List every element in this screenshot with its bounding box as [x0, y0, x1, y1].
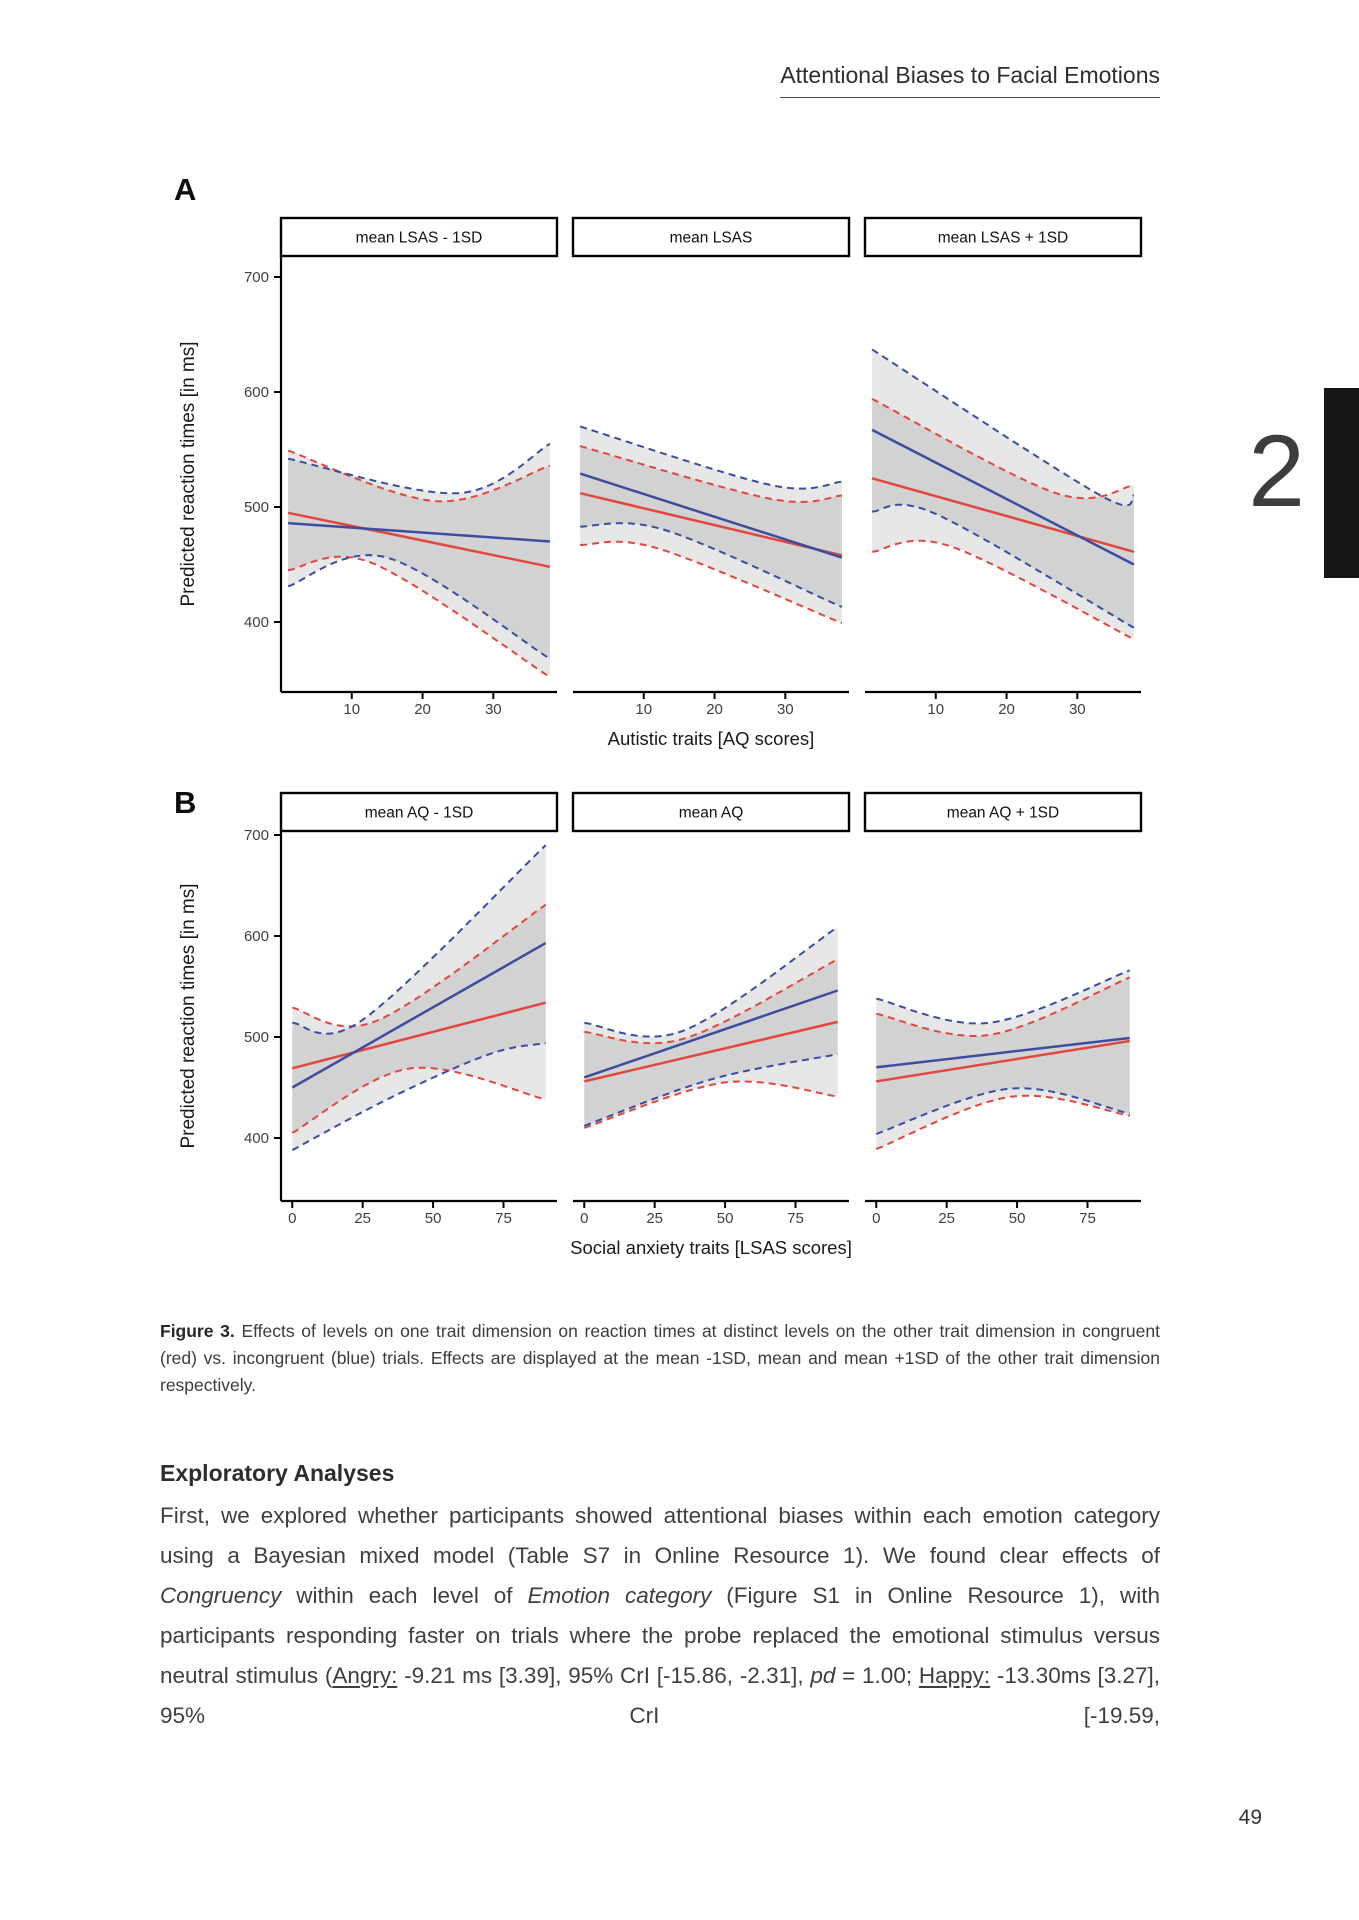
x-tick-label: 50	[1008, 1210, 1026, 1227]
y-tick-label: 600	[243, 928, 269, 945]
chapter-number: 2	[1248, 414, 1305, 528]
facet-strip-label: mean AQ	[678, 804, 744, 822]
text-segment: pd	[810, 1663, 836, 1688]
x-axis-title: Social anxiety traits [LSAS scores]	[570, 1237, 852, 1258]
x-tick-label: 25	[646, 1210, 664, 1227]
running-head-title: Attentional Biases to Facial Emotions	[780, 62, 1160, 98]
panel-letter-b: B	[174, 785, 197, 820]
x-axis-title: Autistic traits [AQ scores]	[607, 728, 815, 749]
facet-strip-label: mean LSAS + 1SD	[937, 229, 1069, 247]
x-tick-label: 30	[776, 701, 794, 718]
x-tick-label: 10	[635, 701, 653, 718]
text-segment: (Figure S1 in Online Resource 1), with participants responding faster on trials where the probe replaced the emotional stimulus versus neutral stimulus (	[160, 1583, 1160, 1688]
x-tick-label: 0	[580, 1210, 589, 1227]
y-tick-label: 500	[243, 1029, 269, 1046]
panel-letter-a: A	[174, 172, 197, 207]
ci-ribbon-incongruent	[288, 444, 550, 659]
y-tick-label: 500	[243, 499, 269, 516]
y-tick-label: 700	[243, 827, 269, 844]
text-segment: Emotion category	[527, 1583, 712, 1608]
panel-b-chart	[160, 745, 1160, 1285]
facet-strip-label: mean AQ - 1SD	[364, 804, 474, 822]
x-tick-label: 20	[414, 701, 431, 718]
x-tick-label: 10	[927, 701, 945, 718]
x-tick-label: 0	[288, 1210, 297, 1227]
page-number: 49	[1238, 1806, 1262, 1829]
x-tick-label: 30	[484, 701, 502, 718]
y-tick-label: 600	[243, 384, 269, 401]
section-heading: Exploratory Analyses	[160, 1460, 395, 1486]
x-tick-label: 10	[343, 701, 361, 718]
running-head	[780, 62, 1160, 98]
figure-panel-b	[160, 745, 1160, 1305]
text-segment: = 1.00;	[835, 1663, 919, 1688]
chapter-tab-marker	[1324, 388, 1359, 578]
y-tick-label: 400	[243, 614, 269, 631]
x-tick-label: 75	[1079, 1210, 1096, 1227]
text-segment: Effects of levels on one trait dimension on reaction times at distinct levels on the other trait dimension in congruent (red) vs. incongruent (blue) trials. Effects are displayed at the mean -1SD, mean and mean +1SD of the other trait dimension respectively.	[160, 1321, 1160, 1395]
x-tick-label: 20	[706, 701, 723, 718]
text-segment: Congruency	[160, 1583, 282, 1608]
y-tick-label: 700	[243, 269, 269, 286]
facet-strip-label: mean LSAS - 1SD	[355, 229, 483, 247]
y-axis-title: Predicted reaction times [in ms]	[178, 883, 199, 1149]
x-tick-label: 0	[872, 1210, 881, 1227]
ci-ribbon-incongruent	[584, 927, 837, 1126]
body-paragraph	[160, 1496, 1160, 1736]
text-segment: within each level of	[281, 1583, 528, 1608]
x-tick-label: 20	[998, 701, 1015, 718]
text-segment: -13.30ms [3.27], 95% CrI [-19.59,	[160, 1663, 1161, 1728]
x-tick-label: 25	[938, 1210, 956, 1227]
x-tick-label: 50	[424, 1210, 442, 1227]
text-segment: Figure 3.	[160, 1321, 235, 1341]
figure-panel-a	[160, 165, 1160, 775]
text-segment: Angry:	[332, 1663, 398, 1688]
x-tick-label: 75	[495, 1210, 512, 1227]
facet-strip-label: mean AQ + 1SD	[946, 804, 1060, 822]
y-tick-label: 400	[243, 1130, 269, 1147]
facet-strip-label: mean LSAS	[669, 229, 753, 247]
text-segment: -9.21 ms [3.39], 95% CrI [-15.86, -2.31],	[397, 1663, 811, 1688]
x-tick-label: 75	[787, 1210, 804, 1227]
text-segment: Happy:	[918, 1663, 991, 1688]
figure-caption	[160, 1318, 1160, 1399]
panel-a-chart	[160, 165, 1160, 765]
text-segment: First, we explored whether participants showed attentional biases within each emotion category using a Bayesian mixed model (Table S7 in Online Resource 1). We found clear effects of	[160, 1503, 1160, 1568]
y-axis-title: Predicted reaction times [in ms]	[178, 341, 199, 607]
x-tick-label: 30	[1068, 701, 1086, 718]
x-tick-label: 25	[354, 1210, 372, 1227]
x-tick-label: 50	[716, 1210, 734, 1227]
